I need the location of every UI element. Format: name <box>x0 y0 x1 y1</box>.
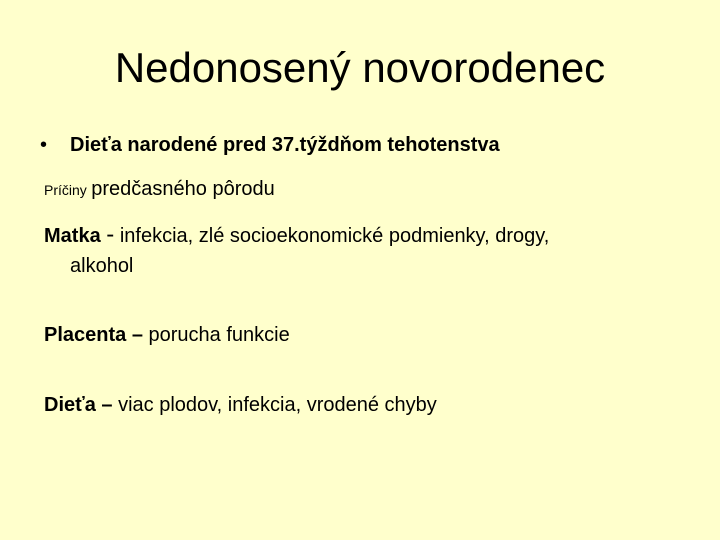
cause-text-matka-cont: alkohol <box>70 255 134 277</box>
bullet-item <box>40 132 500 158</box>
causes-text: predčasného pôrodu <box>91 178 275 200</box>
cause-dash: - <box>106 221 115 248</box>
cause-text-dieta: viac plodov, infekcia, vrodené chyby <box>118 394 437 416</box>
cause-text-placenta: porucha funkcie <box>148 324 290 346</box>
bullet-text: Dieťa narodené pred 37.týždňom tehotenstva <box>70 134 500 156</box>
cause-label-placenta: Placenta – <box>44 324 143 346</box>
cause-item-placenta <box>44 320 290 350</box>
bullet-icon: • <box>40 134 48 156</box>
slide-title: Nedonosený novorodenec <box>114 44 606 91</box>
cause-item-dieta <box>44 390 437 420</box>
causes-label: Príčiny <box>44 182 87 198</box>
cause-label-dieta: Dieťa – <box>44 394 113 416</box>
cause-item-matka <box>44 220 684 281</box>
cause-label-matka: Matka <box>44 225 101 247</box>
causes-heading <box>44 176 275 204</box>
cause-text-matka: infekcia, zlé socioekonomické podmienky, drogy, <box>119 225 550 247</box>
